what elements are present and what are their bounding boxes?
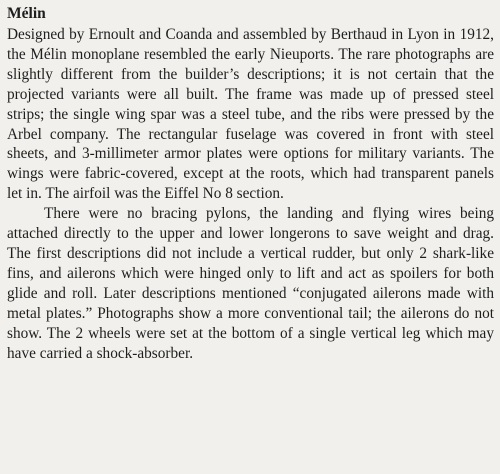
- section-title: Mélin: [7, 5, 46, 22]
- paragraph-2: There were no bracing pylons, the landing and flying wires being attached directly to the upper and lower longerons to save weight and drag. The first descriptions did not include a vertical rudder, but only 2 shark-like fins, and ailerons which were hinged only to lift and act as spoilers for both glide and roll. Later descriptions mentioned “conjugated ailerons made with metal plates.” Photographs show a more conventional tail; the ailerons do not show. The 2 wheels were set at the bottom of a single vertical leg which may have carried a shock-absorber.: [7, 205, 494, 362]
- paragraph-1: Designed by Ernoult and Coanda and assembled by Berthaud in Lyon in 1912, the Mélin monoplane resembled the early Nieuports. The rare photographs are slightly different from the builder’s descriptions; it is not certain that the projected variants were all built. The frame was made up of pressed steel strips; the single wing spar was a steel tube, and the ribs were pressed by the Arbel company. The rectangular fuselage was covered in front with steel sheets, and 3-millimeter armor plates were options for military variants. The wings were fabric-covered, except at the roots, which had transparent panels let in. The airfoil was the Eiffel No 8 section.: [7, 26, 494, 203]
